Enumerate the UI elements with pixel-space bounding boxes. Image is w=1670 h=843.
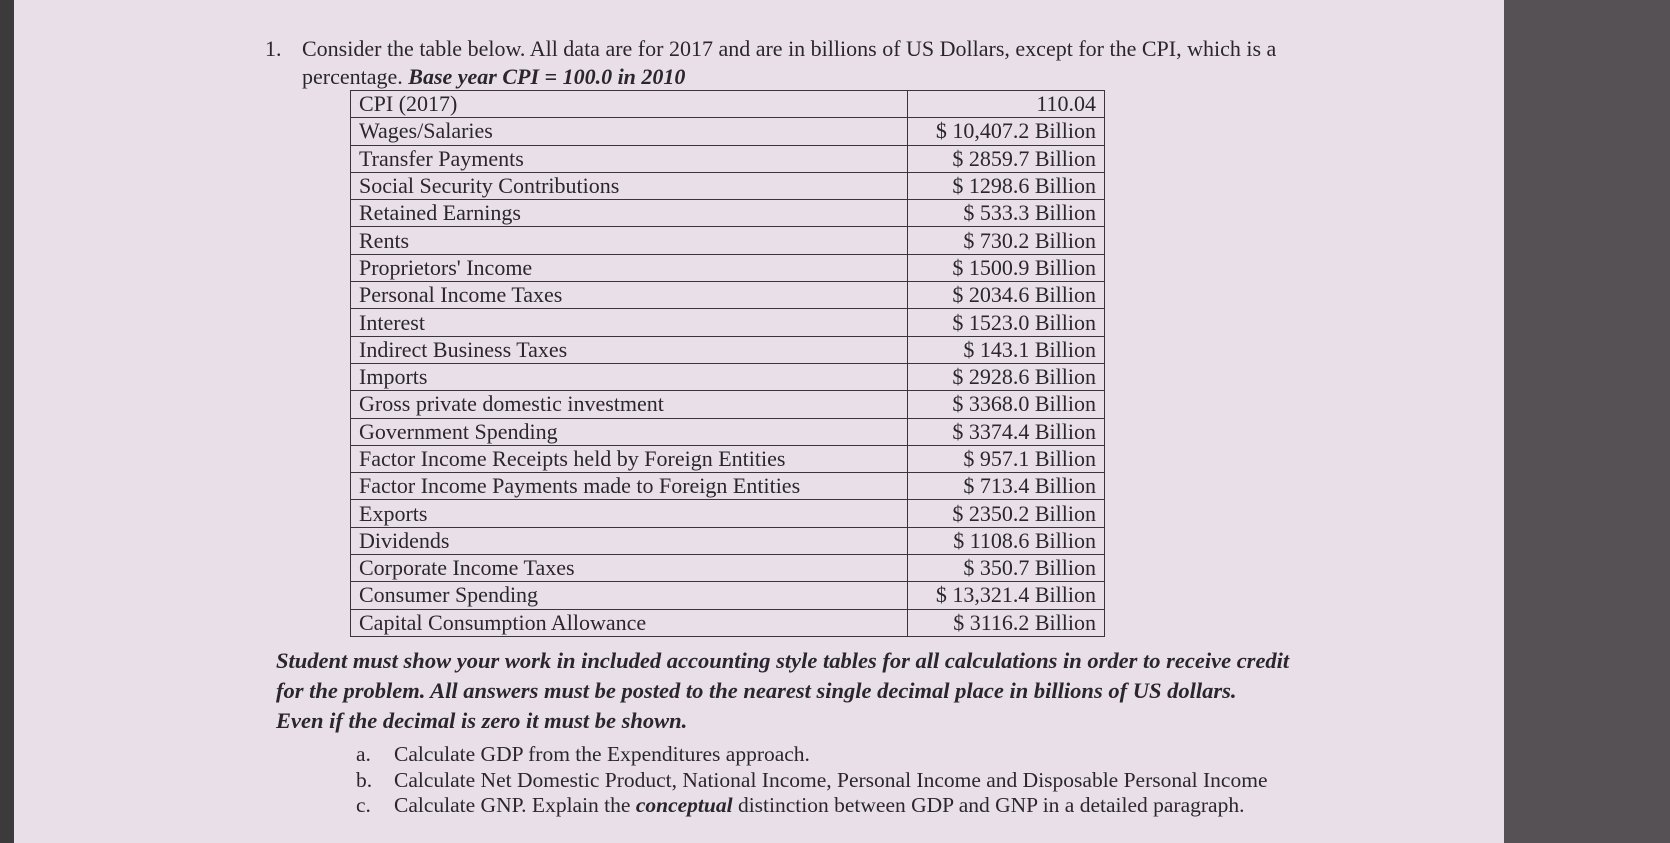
row-label: Retained Earnings bbox=[351, 200, 908, 227]
task-text: Calculate Net Domestic Product, National Income, Personal Income and Disposable Personal Income bbox=[394, 768, 1268, 792]
row-label: Transfer Payments bbox=[351, 145, 908, 172]
row-label: Gross private domestic investment bbox=[351, 391, 908, 418]
table-row bbox=[351, 473, 1105, 500]
row-value: $ 1298.6 Billion bbox=[908, 172, 1105, 199]
row-label: Interest bbox=[351, 309, 908, 336]
row-label: Consumer Spending bbox=[351, 582, 908, 609]
table-row bbox=[351, 609, 1105, 636]
table-row bbox=[351, 582, 1105, 609]
table-row bbox=[351, 145, 1105, 172]
table-row bbox=[351, 445, 1105, 472]
row-label: Wages/Salaries bbox=[351, 118, 908, 145]
table-row bbox=[351, 172, 1105, 199]
table-row bbox=[351, 254, 1105, 281]
background-right bbox=[1504, 0, 1670, 843]
row-value: $ 1523.0 Billion bbox=[908, 309, 1105, 336]
row-label: Factor Income Receipts held by Foreign Entities bbox=[351, 445, 908, 472]
table-row bbox=[351, 391, 1105, 418]
row-label: Indirect Business Taxes bbox=[351, 336, 908, 363]
table-row bbox=[351, 418, 1105, 445]
task-letter: c. bbox=[356, 793, 371, 817]
row-label: Capital Consumption Allowance bbox=[351, 609, 908, 636]
question-text-line1: Consider the table below. All data are for 2017 and are in billions of US Dollars, except for the CPI, which is a bbox=[302, 36, 1277, 61]
row-value: $ 3116.2 Billion bbox=[908, 609, 1105, 636]
question-number: 1. bbox=[265, 36, 282, 61]
row-label: Government Spending bbox=[351, 418, 908, 445]
table-row bbox=[351, 282, 1105, 309]
row-label: CPI (2017) bbox=[351, 91, 908, 118]
task-text bbox=[394, 793, 1244, 818]
table-row bbox=[351, 336, 1105, 363]
row-label: Imports bbox=[351, 363, 908, 390]
row-value: $ 1500.9 Billion bbox=[908, 254, 1105, 281]
task-letter: b. bbox=[356, 768, 373, 792]
economic-data-table bbox=[350, 90, 1105, 637]
row-value: $ 13,321.4 Billion bbox=[908, 582, 1105, 609]
row-value: $ 3368.0 Billion bbox=[908, 391, 1105, 418]
table-row bbox=[351, 363, 1105, 390]
table-row bbox=[351, 309, 1105, 336]
row-value: $ 2859.7 Billion bbox=[908, 145, 1105, 172]
row-label: Factor Income Payments made to Foreign Entities bbox=[351, 473, 908, 500]
task-text-emphasis: conceptual bbox=[635, 793, 733, 817]
row-value: $ 957.1 Billion bbox=[908, 445, 1105, 472]
row-value: $ 730.2 Billion bbox=[908, 227, 1105, 254]
task-letter: a. bbox=[356, 742, 371, 766]
question-text-prefix: percentage. bbox=[302, 64, 409, 89]
instructions-line3: Even if the decimal is zero it must be shown. bbox=[276, 708, 688, 733]
base-year-note: Base year CPI = 100.0 in 2010 bbox=[408, 64, 686, 89]
row-label: Corporate Income Taxes bbox=[351, 555, 908, 582]
table-row bbox=[351, 500, 1105, 527]
row-value: $ 350.7 Billion bbox=[908, 555, 1105, 582]
row-label: Proprietors' Income bbox=[351, 254, 908, 281]
row-value: $ 2928.6 Billion bbox=[908, 363, 1105, 390]
row-value: $ 713.4 Billion bbox=[908, 473, 1105, 500]
table-row bbox=[351, 118, 1105, 145]
row-value: $ 143.1 Billion bbox=[908, 336, 1105, 363]
table-row bbox=[351, 555, 1105, 582]
task-text-after: distinction between GDP and GNP in a detailed paragraph. bbox=[732, 793, 1245, 817]
row-value: $ 533.3 Billion bbox=[908, 200, 1105, 227]
row-value: $ 1108.6 Billion bbox=[908, 527, 1105, 554]
table-body bbox=[351, 91, 1105, 637]
table-row bbox=[351, 200, 1105, 227]
row-value: $ 2034.6 Billion bbox=[908, 282, 1105, 309]
instructions-line1: Student must show your work in included accounting style tables for all calculations in order to receive credit bbox=[276, 648, 1290, 673]
row-value: $ 2350.2 Billion bbox=[908, 500, 1105, 527]
row-value: $ 3374.4 Billion bbox=[908, 418, 1105, 445]
row-label: Rents bbox=[351, 227, 908, 254]
row-value: $ 10,407.2 Billion bbox=[908, 118, 1105, 145]
task-text: Calculate GDP from the Expenditures approach. bbox=[394, 742, 810, 766]
task-text-before: Calculate GNP. Explain the bbox=[394, 793, 636, 817]
table-row bbox=[351, 527, 1105, 554]
question-text-line2 bbox=[302, 64, 685, 90]
instructions-line2: for the problem. All answers must be posted to the nearest single decimal place in billions of US dollars. bbox=[276, 678, 1237, 703]
table-row bbox=[351, 227, 1105, 254]
row-label: Exports bbox=[351, 500, 908, 527]
row-value: 110.04 bbox=[908, 91, 1105, 118]
row-label: Personal Income Taxes bbox=[351, 282, 908, 309]
row-label: Dividends bbox=[351, 527, 908, 554]
row-label: Social Security Contributions bbox=[351, 172, 908, 199]
table-row bbox=[351, 91, 1105, 118]
